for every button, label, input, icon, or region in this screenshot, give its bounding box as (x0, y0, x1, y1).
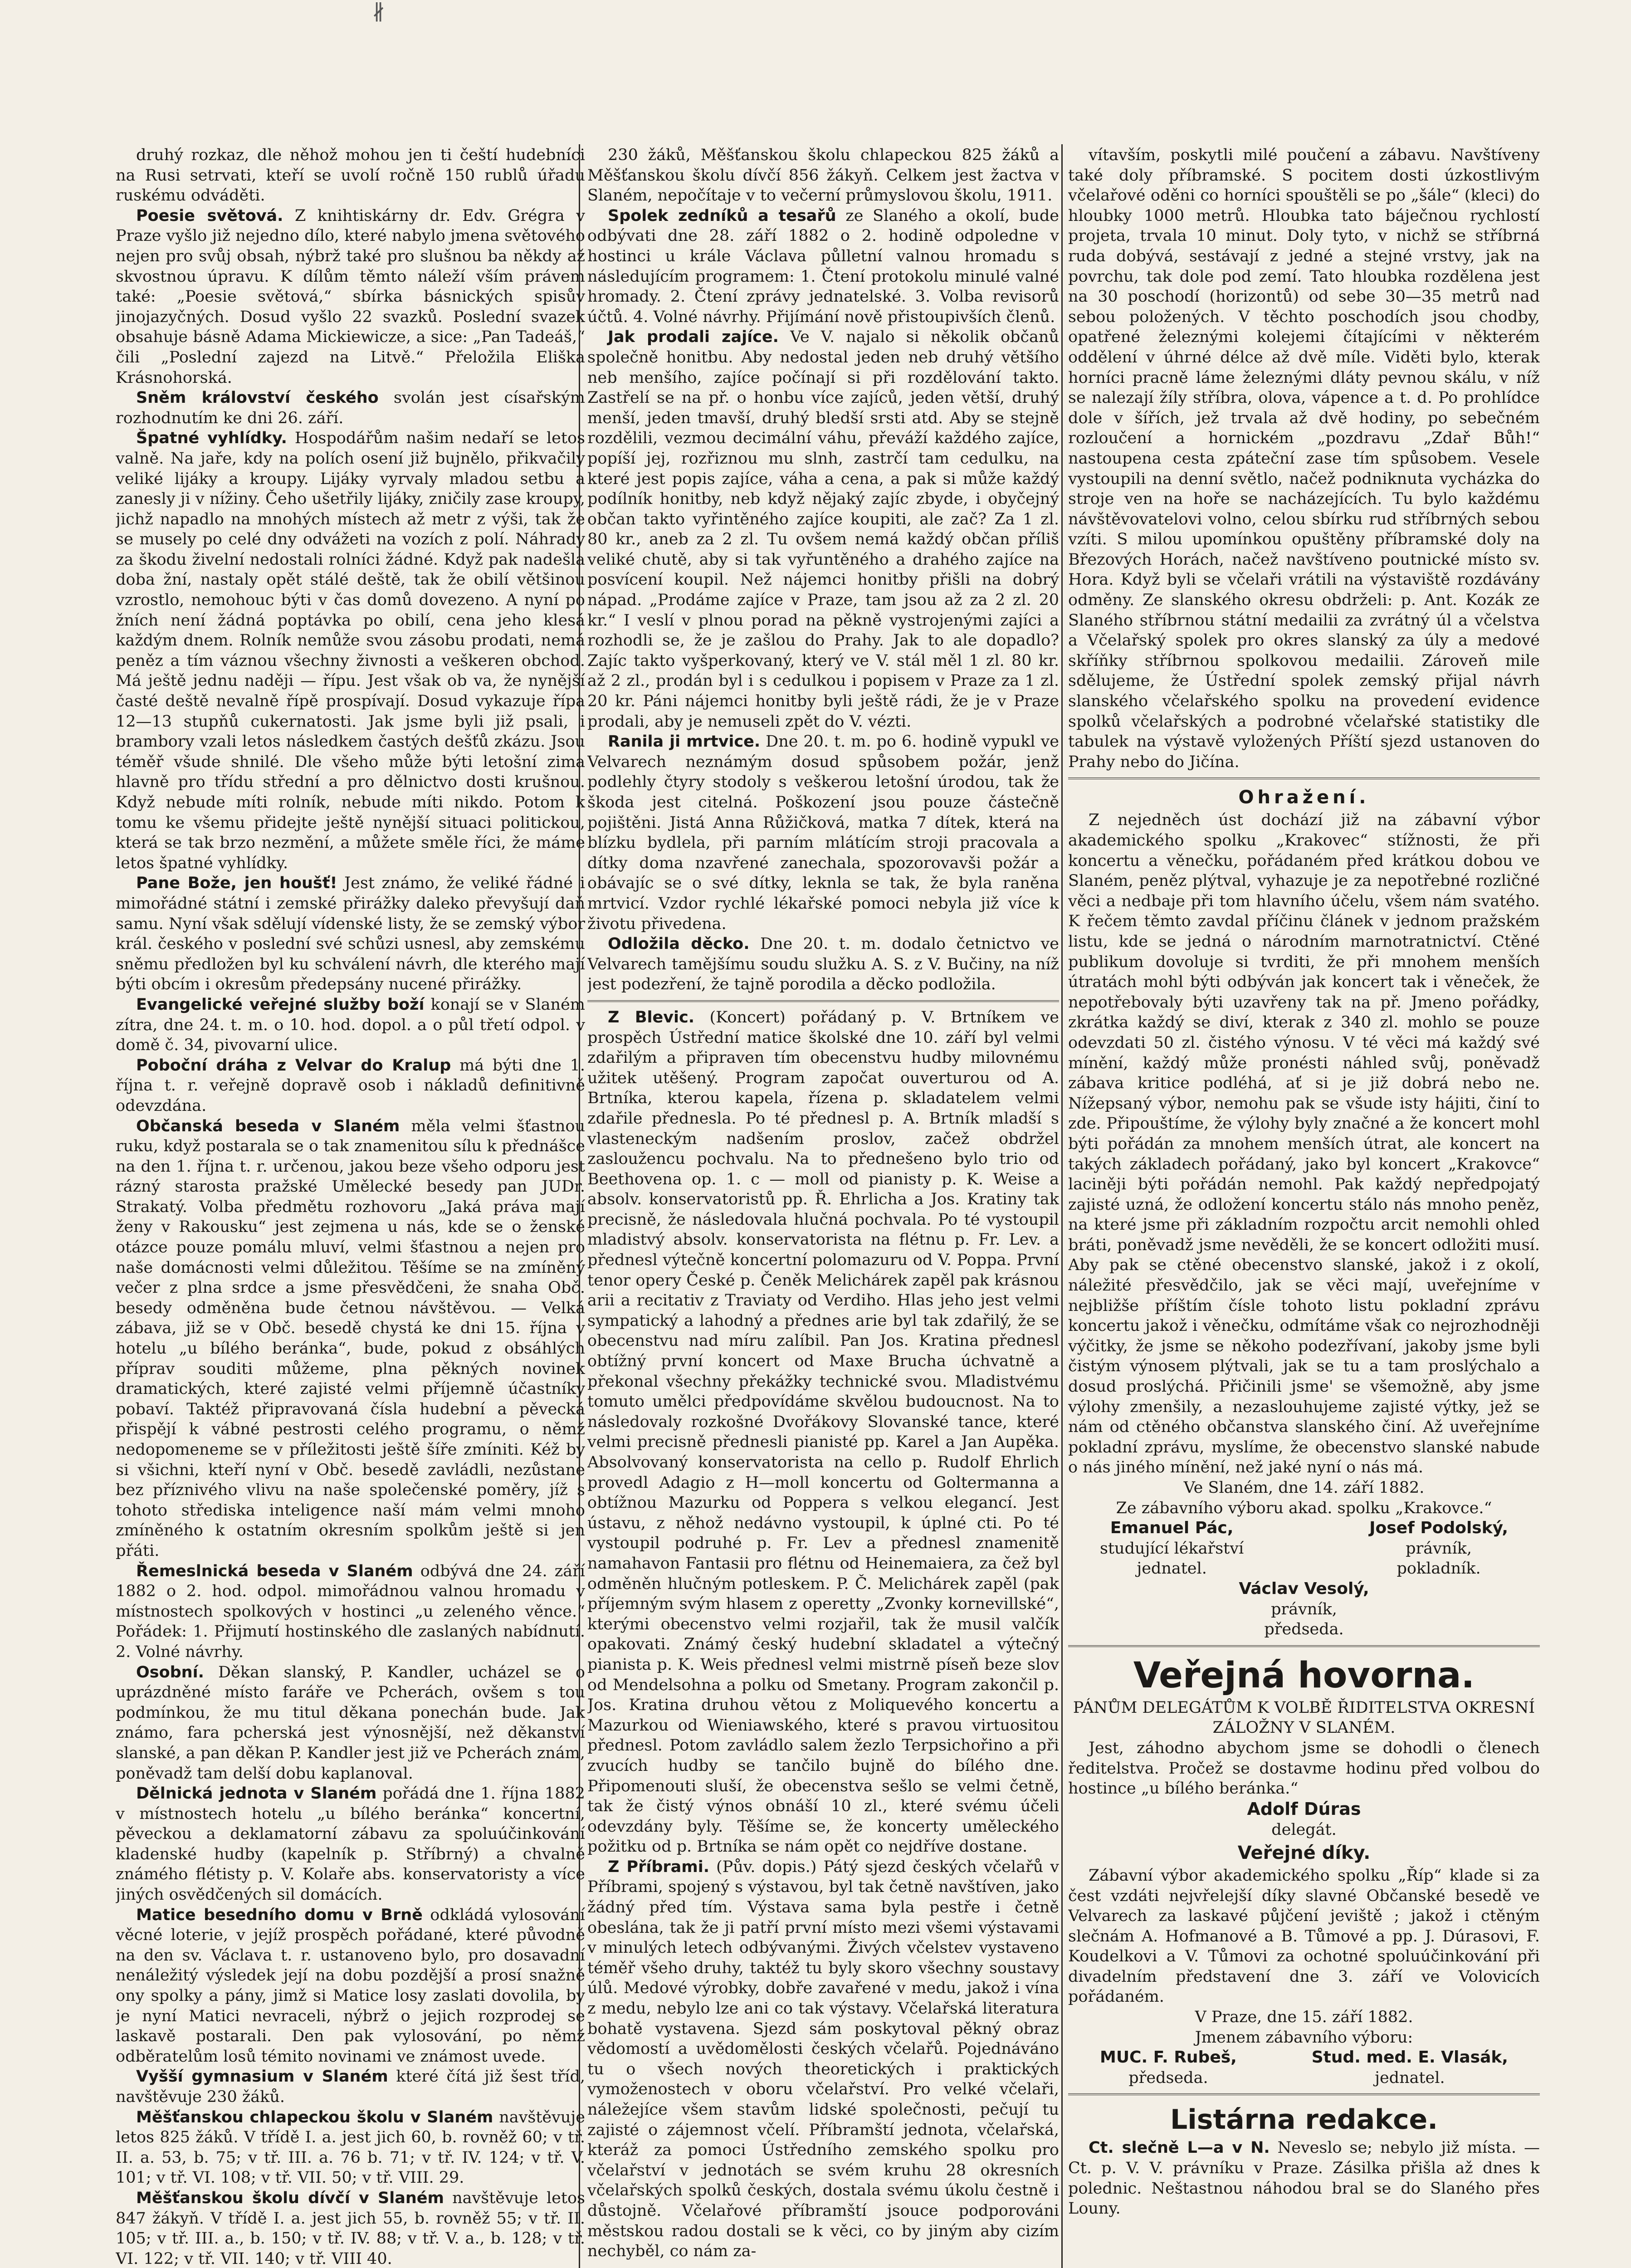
article-paragraph (587, 1857, 1059, 2262)
signature-name: MUC. F. Rubeš, (1100, 2048, 1237, 2067)
article-heading: Pane Bože, jen houšť! (136, 874, 337, 893)
signature (1369, 1518, 1508, 1579)
thanks-heading: Veřejné díky. (1237, 1842, 1371, 1863)
signature-role: studující lékařství (1100, 1539, 1244, 1558)
article-paragraph (116, 388, 585, 428)
article-paragraph (116, 428, 585, 873)
article-text: Zábavní výbor akademického spolku „Říp“ klade si za čest vzdáti nejvřelejší díky slavné Občanské besedě ve Velvarech za laskavé půjčení jeviště ; jakož i ctěným slečnám A. Hofmanové a B. Tůmové a pp. J. Dúrasovi, F. Koudelkovi a V. Tůmovi za ochotné spoluúčinkování při divadelním představení dne 3. září ve Volovicích pořádaném. (1068, 1866, 1540, 2006)
signature-role: delegát. (1271, 1821, 1337, 1839)
article-paragraph (1068, 145, 1540, 772)
article-text: ze Slaného a okolí, bude odbývati dne 28. září 1882 o 2. hodině odpoledne v hostinci u krále Václava půlletní valnou hromadu s následujícím programem: 1. Čtení protokolu minulé valné hromady. 2. Čtení zprávy jednatelské. 3. Volba revisorů účtů. 4. Volné návrhy. Přijímání nově přistoupivších členů. (587, 206, 1059, 326)
article-paragraph (587, 1007, 1059, 1857)
notice-heading: Veřejná hovorna. (1133, 1655, 1475, 1696)
article-paragraph (116, 1905, 585, 2067)
editor-mail-heading: Listárna redakce. (1170, 2104, 1438, 2136)
article-heading: Řemeslnická beseda v Slaném (136, 1562, 413, 1580)
signature-row (1068, 1579, 1540, 1640)
section-heading: Ohražení. (1238, 787, 1370, 808)
article-paragraph (116, 1662, 585, 1784)
article-paragraph (587, 145, 1059, 206)
article-text: Z nejedněch úst dochází již na zábavní výbor akademického spolku „Krakovec“ stížnosti, že při koncertu a věnečku, pořádaném před krátkou dobou ve Slaném, peněz plýtval, vyhazuje je za nepotřebné rozličné věci a nedbaje při tom hlavního účelu, všem nám svatého. K řečem těmto zavdal příčinu článek v jednom pražském listu, kde se jedná o národním marnotratnictví. Ctěné publikum dovoluje si tvrditi, že při mnohem menších útratách mohl býti odbýván jak koncert tak i věneček, že nepotřebovaly býti uzavřeny tak na př. Jmeno pořádky, zkrátka každý se diví, kterak z 340 zl. mohlo se pouze odevzdati 50 zl. čistého výnosu. V té věci má každý své mínění, každý může pronésti náhled svůj, poněvadž zábava kritice podléhá, ať si je již dobrá nebo ne. Nížepsaný výbor, nemohu pak se všude isty hájiti, činí to zde. Připouštíme, že výlohy byly značné a že koncert mohl býti pořádán za mnohem menších útrat, ale koncert na takých základech pořádaný, jako byl koncert „Krakovce“ laciněji býti pořádán nemohl. Pak každý nepředpojatý zajisté uzná, že odložení koncertu stálo nás mnoho peněz, na které jsme při základním rozpočtu arcit nemohli ohled bráti, poněvadž jsme nevěděli, že se koncert odložiti musí. Aby pak se ctěné obecenstvo slanské, jakož i z okolí, náležité přesvědčilo, jak se věci mají, uveřejníme v nejbližše příštím čísle tohoto listu pokladní zprávu koncertu jakož i věnečku, odmítáme však co nejrozhodněji výčitky, že jsme se někoho podezřívaní, jakoby jsme byli čistým výnosem plýtvali, jak se tu a tam proslýchalo a dosud proslýchá. Přičinili jsme' se všemožně, aby jsme výlohy zmenšily, a nezaslouhujeme zajisté výtky, jež se nám od ctěného občanstva slanského činí. Až uveřejníme pokladní zprávu, myslíme, že obecenstvo slanské nabude o nás jiného mínění, než jaké nyní o nás má. (1068, 811, 1540, 1477)
article-text: pořádá dne 1. října 1882 v místnostech hotelu „u bílého beránka“ koncertní, pěveckou a deklamatorní zábavu za spoluúčinkování kladenské hudby (kapelník p. Stříbrný) a chvalně známého flétisty p. V. Kolaře abs. konservatoristy a více jiných osvědčených sil domácích. (116, 1784, 585, 1904)
article-text: Neveslo se; nebylo již místa. — Ct. p. V. V. právníku v Praze. Zásilka přišla až dnes k polednic. Neštastnou náhodou bral se do Slaného přes Louny. (1068, 2139, 1540, 2218)
article-text: Jest, záhodno abychom jsme se dohodli o členech ředitelstva. Pročež se dostavme hodinu před volbou do hostince „u bílého beránka.“ (1068, 1739, 1540, 1798)
article-text: svolán jest císařským rozhodnutím ke dni 26. září. (116, 389, 585, 427)
article-heading: Matice besedního domu v Brně (136, 1906, 423, 1924)
article-heading: Vyšší gymnasium v Slaném (136, 2068, 388, 2086)
article-heading: Evangelické veřejné služby boží (136, 995, 425, 1014)
article-text: vítavším, poskytli milé poučení a zábavu. Navštíveny také doly příbramské. S pocitem dosti úzkostlivým včelařové oděni co horníci spouštěli se po „šále“ (kleci) do hloubky 1000 metrů. Hloubka tato báječnou rychlostí projeta, trvala 10 minut. Doly tyto, v nichž se stříbrná ruda dobývá, sestávají z jedné a stejné vrstvy, jak na povrchu, tak dole pod zemí. Tato hloubka rozdělena jest na 30 poschodí (horizontů) od sebe 30—35 metrů nad sebou položených. V těchto poschodích jsou chodby, opatřené železnými kolejemi čítajícími v některém oddělení v úhrné délce až dvě míle. Viděti bylo, kterak horníci pracně láme železnými dláty pevnou skálu, v níž se nalezají žíly stříbra, olova, vápence a t. d. Po prohlídce dole v šířích, jež trvala až dvě hodiny, po sebečném rozloučení a hornickém „pozdravu „Zdař Bůh!“ nastoupena cesta zpáteční zase tím spůsobem. Vesele vystoupili na denní světlo, načež podniknuta vycházka do stroje ven na hoře se nacházejících. Tu bylo každému návštěvovatelovi volno, celou sbírku rud stříbrných sebou vzíti. S milou upomínkou opuštěny příbramské doly na Březových Horách, načež navštíveno poutnické místo sv. Hora. Když byli se včelaři vrátili na výstaviště rozdávány odměny. Ze slanského okresu obdrželi: p. Ant. Kozák ze Slaného stříbrnou státní medailii za zvrátný úl a včelstva a Včelařský spolek pro okres slanský za úly a medové skříňky stříbrnou spolkovou medailii. Zároveň mile sdělujeme, že Ústřední spolek zemský přijal návrh slanského včelařského spolku na provedení evidence spolků včelařských a podrobné včelařské statistiky dle tabulek na výstavě vyložených Příští sjezd ustanoven do Prahy nebo do Jičína. (1068, 146, 1540, 771)
article-paragraph (116, 995, 585, 1056)
article-paragraph (587, 206, 1059, 327)
signature-name: Emanuel Pác, (1110, 1519, 1234, 1538)
article-text: Dne 20. t. m. dodalo četnictvo ve Velvarech tamějšímu soudu služku A. S. z V. Bučiny, na níž jest podezření, že tajně porodila a děcko podložila. (587, 935, 1059, 994)
article-text: navštěvuje letos 847 žákyň. V třídě I. a. jest jich 55, b. rovněž 55; v tř. II. 105; v tř. III. a., b. 150; v tř. IV. 88; v tř. V. a., b. 128; v tř. VI. 122; v tř. VII. 140; v tř. VIII 40. (116, 2189, 585, 2268)
signature-name: Josef Podolský, (1369, 1519, 1508, 1538)
article-paragraph (116, 1116, 585, 1561)
article-text: Dne 20. t. m. po 6. hodině vypukl ve Velvarech neznámým dosud spůsobem požár, jenž podlehly čtyry stodoly s veškerou letošní úrodou, tak že škoda jest citelná. Poškození jsou pouze částečně pojištěni. Jistá Anna Růžičková, matka 7 dítek, která na blízku bydlela, při parním mlátícím stroji pracovala a dítky doma nzavřené zanechala, spozorovavši požár a obávajíc se o své dítky, leknla se tak, že byla raněna mrtvicí. Vzdor rychlé lékařské pomoci nebyla již více k životu přivedena. (587, 733, 1059, 933)
column-1 (116, 145, 585, 2268)
signature (1100, 1518, 1244, 1579)
article-heading: Z Blevic. (608, 1008, 695, 1026)
article-text: (Koncert) pořádaný p. V. Brtníkem ve prospěch Ústřední matice školské dne 10. září byl velmi zdařilým a připraven tím obecenstvu hudby milovnému užitek utěšený. Program započat ouverturou od A. Brtníka, kterou kapela, řízena p. skladatelem velmi zdařile přednesla. Po té přednesl p. A. Brtník mladší s vlasteneckým nadšením proslov, začež obdržel zasloužencu pochvalu. Na to přednešeno bylo trio od Beethovena op. 1. c — moll od pianisty p. K. Weise a absolv. konservatoristů pp. Ř. Ehrlicha a Jos. Kratiny tak precisně, že následovala hlučná pochvala. Po té vystoupil mladistvý absolv. konservatorista na flétnu p. Fr. Lev. a přednesl výtečně koncertní polomazuru od V. Poppa. První tenor opery České p. Čeněk Melichárek zapěl pak krásnou arii a recitativ z Traviaty od Verdiho. Hlas jeho jest velmi sympatický a lahodný a přednes arie byl tak zdařilý, že se obecenstvu nad míru zalíbil. Pan Jos. Kratina přednesl obtížný první koncert od Maxe Brucha úchvatně a překonal všechny překážky technické svou. Mladistvému tomuto umělci předpovídáme skvělou budoucnost. Na to následovaly rozkošné Dvořákovy Slovanské tance, které velmi precisně přednesli pianisté pp. Karel a Jan Aupěka. Absolvovaný konservatorista na cello p. Rudolf Ehrlich provedl Adagio z H—moll koncertu od Goltermanna a obtížnou Mazurku od Poppera s velkou elegancí. Jest ústavu, z něhož nedávno vystoupil, k úplné cti. Po té vystoupil podruhé p. Fr. Lev a přednesl znamenitě namahavon Fantasii pro flétnu od Heinemaiera, za čež byl odměněn hlučným potleskem. P. Č. Melichárek zapěl (pak příjemným svým hlasem z operetty „Zvonky kornevillské“, kterými obecenstvo velmi rozjařil, tak že musil valčík opakovati. Známý český hudební skladatel a výtečný pianista p. K. Weis přednesl velmi mistrně píseň beze slov od Mendelsohna a polku od Smetany. Program zakončil p. Jos. Kratina druhou větou z Moliquevého koncertu a Mazurkou od Wieniawského, které s pravou virtuositou přednesl. Potom zavládlo salem žezlo Terpsichořino a při zvucích hudby se tančilo bujně do bílého dne. Připomenouti sluší, že obecenstva sešlo se velmi četně, tak že čistý výnos obnáší 10 zl., které svému účeli odevzdány byly. Těšíme se, že koncerty uměleckého požitku od p. Brtníka se nám opět co nejdříve dostane. (587, 1008, 1059, 1856)
article-heading: Sněm království českého (136, 389, 379, 407)
article-text: druhý rozkaz, dle něhož mohou jen ti čeští hudebníci na Rusi setrvati, kteří se uvolí ročně 150 rublů úřadu ruskému odváděti. (116, 146, 585, 205)
article-text: Děkan slanský, P. Kandler, ucházel se o uprázdněné místo faráře ve Pcherách, ovšem s tou podmínkou, že mu titul děkana ponechán bude. Jak známo, fara pcherská jest výnosnější, než děkanství slanské, a pan děkan P. Kandler jest již ve Pcherách znám, poněvadž tam delší dobu kaplanoval. (116, 1663, 585, 1783)
column-3 (1068, 145, 1540, 2268)
article-text: konají se v Slaném zítra, dne 24. t. m. o 10. hod. dopol. a o půl třetí odpol. v domě č. 34, pivovarní ulice. (116, 995, 585, 1055)
article-heading: Občanská beseda v Slaném (136, 1117, 400, 1135)
signature-header: Jmenem zábavního výboru: (1195, 2028, 1413, 2047)
article-text: Ve V. najalo si několik občanů společně honitbu. Aby nedostal jeden neb druhý většího neb menšího, zajíce počínají si při rozdělování takto. Zastřelí se na př. o honbu více zajíců, jeden větší, druhý menší, jeden tmavší, druhý bledší srsti atd. Aby se stejně rozdělili, vezmou decimální váhu, převáží každého zajíce, popíší jej, rozřiznou mu slnh, zastrčí tam cedulku, na které jest popis zajíce, váha a cena, a pak si může každý podílník honitby, neb když nějaký zajíc zbyde, i obyčejný občan takto vyřintěného zajíce koupiti, ale zač? Za 1 zl. 80 kr., aneb za 2 zl. Tu ovšem nemá každý občan příliš veliké chutě, aby si tak vyřuntěného a drahého zajíce na posvícení koupil. Než nájemci honitby přišli na dobrý nápad. „Prodáme zajíce v Praze, tam jsou až za 2 zl. 20 kr.“ I veslí v plnou porad na pěkně vystrojenými zajíci a rozhodli se, že je zašlou do Prahy. Jak to ale dopadlo? Zajíc takto vyšperkovaný, který ve V. stál měl 1 zl. 80 kr. až 2 zl., prodán byl i s cedulkou i popisem v Praze za 1 zl. 20 kr. Páni nájemci honitby byli ještě rádi, že je v Praze prodali, aby je nemuseli zpět do V. vézti. (587, 328, 1059, 731)
article-heading: Poboční dráha z Velvar do Kralup (136, 1056, 451, 1075)
separator-rule (1068, 2093, 1540, 2095)
signature-header: Ze zábavního výboru akad. spolku „Krakovce.“ (1116, 1499, 1492, 1517)
article-text: které čítá již šest tříd, navštěvuje 230 žáků. (116, 2068, 585, 2106)
article-heading: Měšťanskou školu dívčí v Slaném (136, 2189, 444, 2207)
article-paragraph (587, 327, 1059, 732)
separator-rule (1068, 1645, 1540, 1647)
article-text: má býti dne 1. října t. r. veřejně dopravě osob i nákladů definitivně odevzdána. (116, 1056, 585, 1115)
separator-rule (587, 1000, 1059, 1002)
signature-row (1068, 1518, 1540, 1579)
article-paragraph (1068, 1738, 1540, 1799)
signature-role: právník, (1406, 1539, 1472, 1558)
edge-mark: ∦ (372, 0, 386, 24)
signature (1239, 1579, 1369, 1640)
signature-name: Václav Vesolý, (1239, 1579, 1369, 1598)
signature-role: jednatel. (1375, 2068, 1445, 2087)
article-text: měla velmi šťastnou ruku, když postarala se o tak znamenitou sílu k přednášce na den 1. října t. r. určenou, jakou beze všeho odporu jest rázný starosta pražské Umělecké besedy pan JUDr. Strakatý. Volba předmětu rozhovoru „Jaká práva mají ženy v Rakousku“ jest zejmena u nás, kde se o ženské otázce pouze pomálu mluví, velmi šťastnou a nejen pro naše domácnosti velmi důležitou. Těšíme se na zmíněný večer z plna srdce a jsme přesvědčeni, že snaha Obč. besedy odměněna bude četnou návštěvou. — Velká zábava, již se v Obč. besedě chystá ke dni 15. října v hotelu „u bílého beránka“, bude, pokud z obsáhlých příprav souditi můžeme, plna pěkných novinek dramatických, které zajisté velmi příjemně účastníky pobaví. Taktéž připravovaná čísla hudební a pěvecká přispějí k vábné pestrosti celého programu, o němž nedopomeneme se v příležitosti ještě šíře zmíniti. Kéž by si všichni, kteří nyní v Obč. besedě zavládli, nezůstane bez příznivého vlivu na naše společenské poměry, jíž s tohoto střediska inteligence naší mám velmi mnoho zmíněného k ostatním okresním spolkům ještě si jen přáti. (116, 1117, 585, 1560)
signature (1068, 1799, 1540, 1840)
article-paragraph (116, 2188, 585, 2268)
article-paragraph (116, 206, 585, 388)
signature (1100, 2048, 1237, 2088)
article-heading: Dělnická jednota v Slaném (136, 1784, 377, 1803)
separator-rule (1068, 777, 1540, 779)
article-text: 230 žáků, Měšťanskou školu chlapeckou 825 žáků a Měšťanskou školu dívčí 856 žákyň. Celkem jest žactva v Slaném, nepočítaje v to večerní průmyslovou školu, 1911. (587, 146, 1059, 205)
article-text: (Pův. dopis.) Pátý sjezd českých včelařů v Příbrami, spojený s výstavou, byl tak četně navštíven, jako žádný před tím. Výstava sama byla pestře i četně obeslána, tak že ji patří první místo mezi všemi výstavami v minulých letech odbývanými. Živých včelstev vystaveno téměř všeho druhy, taktéž tu byly skoro všechny soustavy úlů. Medové výrobky, dobře zavařené v medu, jakož i vína z medu, nebylo lze ani co tak výstavy. Včelařská literatura bohatě vystavena. Sjezd sám poskytoval pěkný obraz vědomostí a uvědomělosti českých včelařů. Pojednáváno tu o všech nových theoretických i praktických vymoženostech v oboru včelařství. Pro velké včelaři, náležejíce všem stavům lidské společnosti, pečují tu zajisté o zájemnost včelí. Příbramští jednota, včelařská, kteráž za pomoci Ústředního zemského spolku pro včelařství v jednotách se svém kruhu 28 okresních včelařských spolků českých, dostala svému úkolu čestně i důstojně. Včelařové příbramští jsouce podporováni městskou radou dostali se k věci, co by jiným aby cizím nechyběl, co nám za- (587, 1857, 1059, 2261)
signature-name: Adolf Dúras (1247, 1799, 1361, 1819)
signature-role-2: pokladník. (1397, 1559, 1481, 1578)
article-heading: Ct. slečně L—a v N. (1089, 2139, 1270, 2157)
signature-name: Stud. med. E. Vlasák, (1311, 2048, 1508, 2067)
article-paragraph (116, 873, 585, 995)
article-paragraph (1068, 810, 1540, 1478)
article-heading: Ranila ji mrtvice. (608, 733, 761, 751)
article-paragraph (116, 2067, 585, 2107)
article-paragraph (587, 732, 1059, 934)
article-paragraph (1068, 2138, 1540, 2219)
signature-role-2: jednatel. (1137, 1559, 1207, 1578)
article-paragraph (116, 1561, 585, 1662)
article-text: navštěvuje letos 825 žáků. V třídě I. a. jest jich 60, b. rovněž 60; v tř. II. a. 53, b. 75; v tř. III. a. 76 b. 71; v tř. IV. 124; v tř. V. 101; v tř. VI. 108; v tř. VII. 50; v tř. VIII. 29. (116, 2108, 585, 2187)
signature (1312, 2048, 1508, 2088)
article-text: odkládá vylosování věcné loterie, v jejíž prospěch pořádané, které původně na den sv. Václava t. r. ustanoveno bylo, pro dosavadní nenáležitý výsledek její na dobu pozdější a prosí snažně ony spolky a pány, jimž si Matice losy zaslati dovolila, by je nyní Matici nevraceli, nýbrž o jejich rozprodej se laskavě postarali. Den pak vylosování, po němž odběratelům losů témito novinami ve známost uvede. (116, 1906, 585, 2066)
article-paragraph (116, 1056, 585, 1116)
article-heading: Z Příbrami. (608, 1857, 710, 1876)
article-text: odbývá dne 24. září 1882 o 2. hod. odpol. mimořádnou valnou hromadu v místnostech spolkových v hostinci „u zeleného věnce.“ Pořádek: 1. Přijmutí hostinského dle zaslaných nabídnutí. 2. Volné návrhy. (116, 1562, 585, 1661)
article-heading: Jak prodali zajíce. (608, 328, 779, 347)
signature-role: předseda. (1128, 2068, 1208, 2087)
dateline: Ve Slaném, dne 14. září 1882. (1183, 1479, 1425, 1497)
article-paragraph (116, 1784, 585, 1905)
notice-subheading: PÁNŮM DELEGÁTŮM K VOLBĚ ŘIDITELSTVA OKRESNÍ ZÁLOŽNY V SLANÉM. (1073, 1698, 1535, 1737)
signature-role-2: předseda. (1264, 1620, 1344, 1639)
column-2 (587, 145, 1059, 2268)
column-rule-2 (1061, 144, 1063, 2268)
article-heading: Špatné vyhlídky. (136, 429, 287, 448)
article-heading: Poesie světová. (136, 206, 283, 225)
article-paragraph (1068, 1866, 1540, 2007)
article-heading: Odložila děcko. (608, 935, 750, 953)
article-text: Z knihtiskárny dr. Edv. Grégra v Praze vyšlo již nejedno dílo, které nabylo jmena světového nejen pro svůj obsah, nýbrž také pro slušnou ba někdy až skvostnou úpravu. K dílům těmto náleží vším právem také: „Poesie světová,“ sbírka básnických spisův jinojazyčných. Dosud vyšlo 22 svazků. Poslední svazek obsahuje básně Adama Mickiewicze, a sice: „Pan Tadeáš,“ čili „Poslední zajezd na Litvě.“ Přeložila Eliška Krásnohorská. (116, 206, 585, 387)
article-text: Jest známo, že veliké řádné i mimořádné státní i zemské přirážky daleko převyšují daň samu. Nyní však sdělují vídenské listy, že se zemský výbor král. českého v poslední své schůzi usnesl, aby zemskému sněmu předložen byl ku schválení návrh, dle kterého mají býti obcím i okresům předepsány nucené přirážky. (116, 874, 585, 994)
article-paragraph (116, 145, 585, 206)
signature-role: právník, (1271, 1600, 1337, 1618)
dateline: V Praze, dne 15. září 1882. (1195, 2008, 1413, 2027)
article-text: Hospodářům našim nedaří se letos valně. Na jaře, kdy na polích osení již bujnělo, přikvačily veliké lijáky a kroupy. Lijáky vyrvaly mladou setbu a zanesly ji v nížiny. Čeho ušetřily lijáky, zničily zase kroupy, jichž napadlo na mnohých místech až metr z výši, tak že se musely po celé dny odvážeti na vozích z polí. Náhrady za škodu živelní nedostali rolníci žádné. Když pak nadešla doba žní, nastaly opět stálé deště, tak že obilí většinou vzrostlo, nemohouc býti v čas domů dovezeno. A nyní po žních není žádná poptávka po obilí, cena jeho klesá každým dnem. Rolník nemůže svou zásobu prodati, nemá peněz a tím váznou všechny živnosti a veškeren obchod. Má ještě jednu naději — řípu. Jest však ob va, že nynější časté deště nevalně řípě prospívají. Dosud vykazuje řípa 12—13 stupňů cukernatosti. Jak jsme byli již psali, i brambory vzali letos následkem častých dešťů zkázu. Jsou téměř všude shnilé. Dle všeho může býti letošní zima hlavně pro třídu střední a pro dělnictvo dosti krušnou. Když nebude míti rolník, nebude míti nikdo. Potom k tomu ke všemu přidejte ještě nynější situaci politickou, která se tak brzo nezmění, a můžete směle říci, že máme letos špatné vyhlídky. (116, 429, 585, 872)
signature-row (1068, 2048, 1540, 2088)
article-heading: Spolek zedníků a tesařů (608, 206, 836, 225)
article-paragraph (587, 934, 1059, 995)
article-heading: Osobní. (136, 1663, 204, 1681)
article-heading: Měšťanskou chlapeckou školu v Slaném (136, 2108, 493, 2126)
article-paragraph (116, 2107, 585, 2188)
